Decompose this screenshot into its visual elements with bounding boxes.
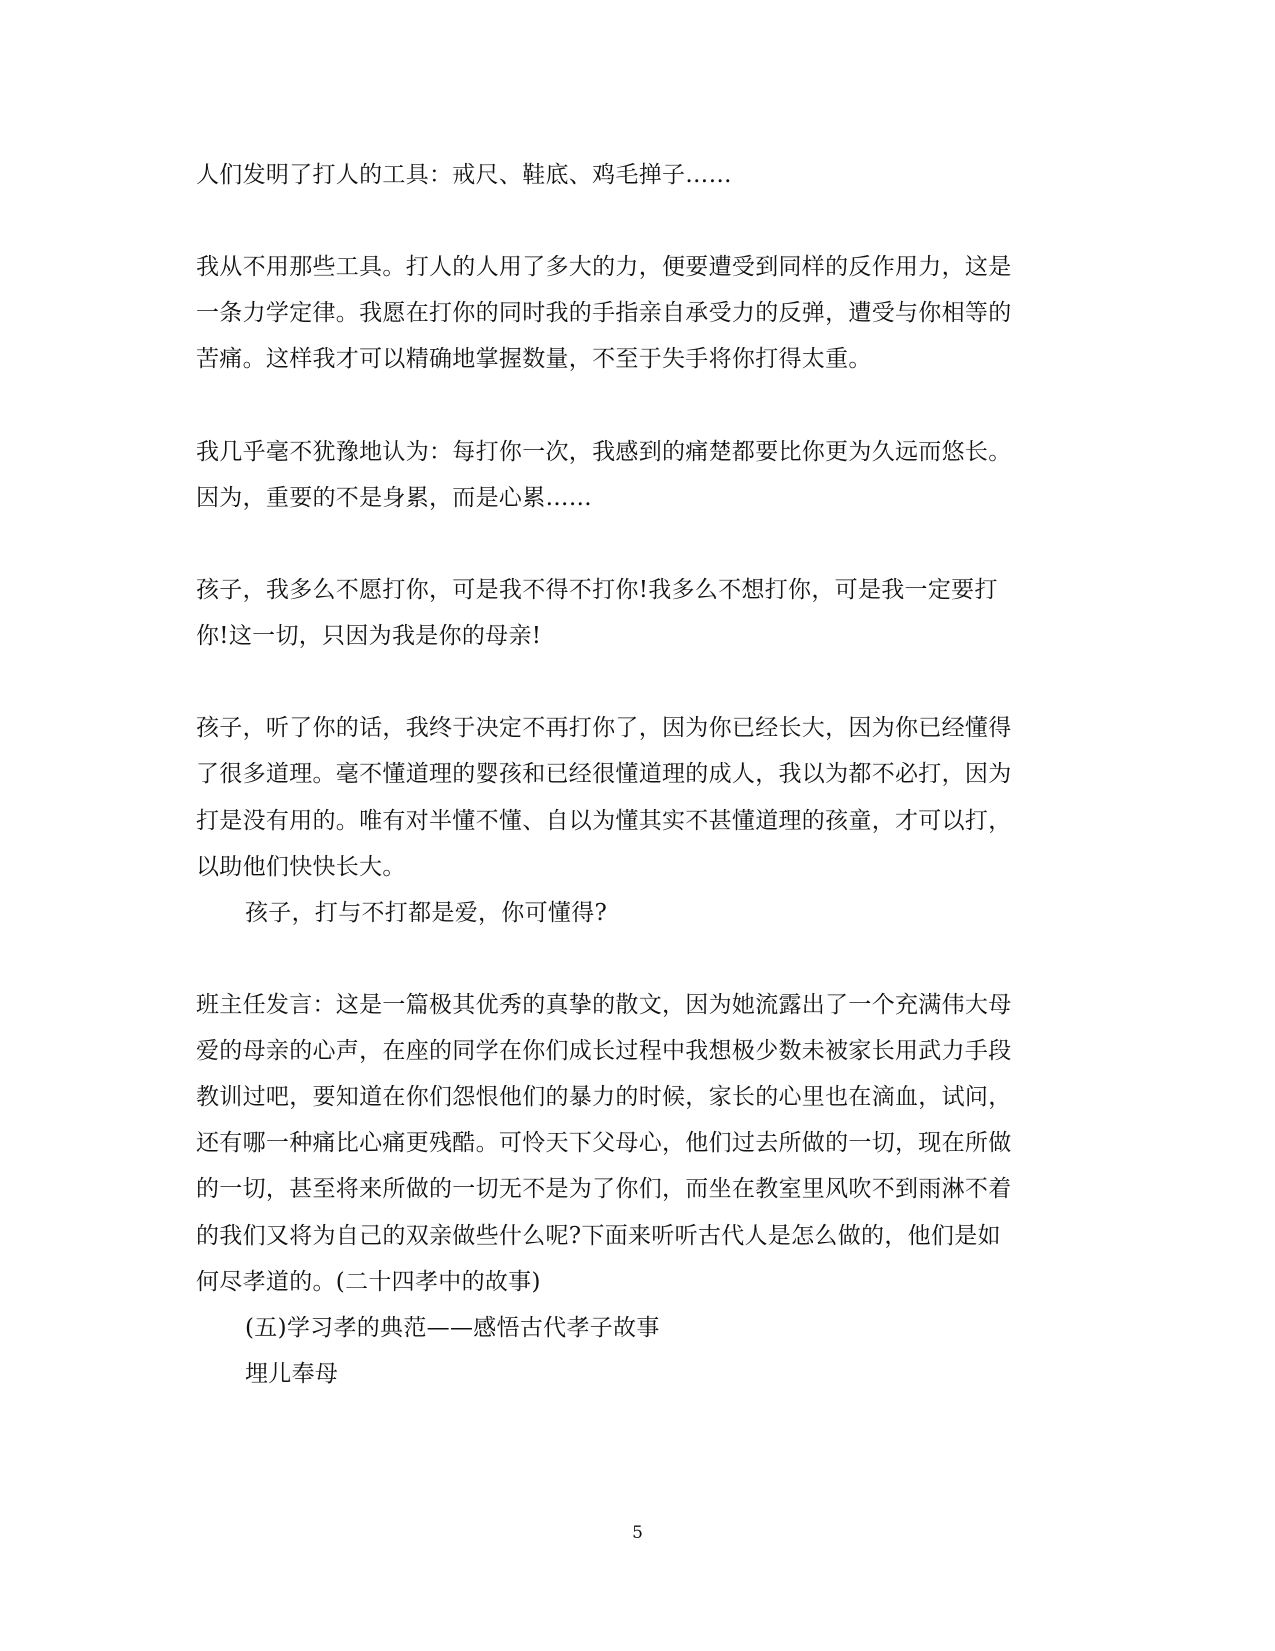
paragraph-line: 你!这一切，只因为我是你的母亲!	[196, 623, 542, 649]
section-heading: (五)学习孝的典范——感悟古代孝子故事	[245, 1315, 660, 1341]
paragraph-line: 的我们又将为自己的双亲做些什么呢?下面来听听古代人是怎么做的，他们是如	[196, 1223, 1001, 1249]
story-title: 埋儿奉母	[245, 1361, 339, 1387]
paragraph-line: 因为，重要的不是身累，而是心累……	[196, 485, 593, 511]
paragraph-line: 了很多道理。毫不懂道理的婴孩和已经很懂道理的成人，我以为都不必打，因为	[196, 761, 1012, 787]
paragraph-line: 还有哪一种痛比心痛更残酷。可怜天下父母心，他们过去所做的一切，现在所做	[196, 1130, 1012, 1156]
paragraph-line: 爱的母亲的心声，在座的同学在你们成长过程中我想极少数未被家长用武力手段	[196, 1038, 1012, 1064]
paragraph-line: 教训过吧，要知道在你们怨恨他们的暴力的时候，家长的心里也在滴血，试问，	[196, 1084, 1012, 1110]
paragraph-line: 我几乎毫不犹豫地认为：每打你一次，我感到的痛楚都要比你更为久远而悠长。	[196, 439, 1012, 465]
paragraph-line: 一条力学定律。我愿在打你的同时我的手指亲自承受力的反弹，遭受与你相等的	[196, 300, 1012, 326]
paragraph-line: 孩子，打与不打都是爱，你可懂得?	[245, 900, 608, 926]
paragraph-line: 的一切，甚至将来所做的一切无不是为了你们，而坐在教室里风吹不到雨淋不着	[196, 1176, 1012, 1202]
paragraph-line: 孩子，我多么不愿打你，可是我不得不打你!我多么不想打你，可是我一定要打	[196, 577, 998, 603]
paragraph-line: 何尽孝道的。(二十四孝中的故事)	[196, 1269, 541, 1295]
paragraph-line: 孩子，听了你的话，我终于决定不再打你了，因为你已经长大，因为你已经懂得	[196, 715, 1012, 741]
paragraph-line: 以助他们快快长大。	[196, 854, 406, 880]
paragraph-line: 我从不用那些工具。打人的人用了多大的力，便要遭受到同样的反作用力，这是	[196, 254, 1012, 280]
paragraph-line: 班主任发言：这是一篇极其优秀的真挚的散文，因为她流露出了一个充满伟大母	[196, 992, 1012, 1018]
paragraph-line: 打是没有用的。唯有对半懂不懂、自以为懂其实不甚懂道理的孩童，才可以打，	[196, 808, 1012, 834]
paragraph-line: 苦痛。这样我才可以精确地掌握数量，不至于失手将你打得太重。	[196, 346, 872, 372]
page-number: 5	[632, 1523, 643, 1543]
paragraph-line: 人们发明了打人的工具：戒尺、鞋底、鸡毛掸子……	[196, 162, 732, 188]
